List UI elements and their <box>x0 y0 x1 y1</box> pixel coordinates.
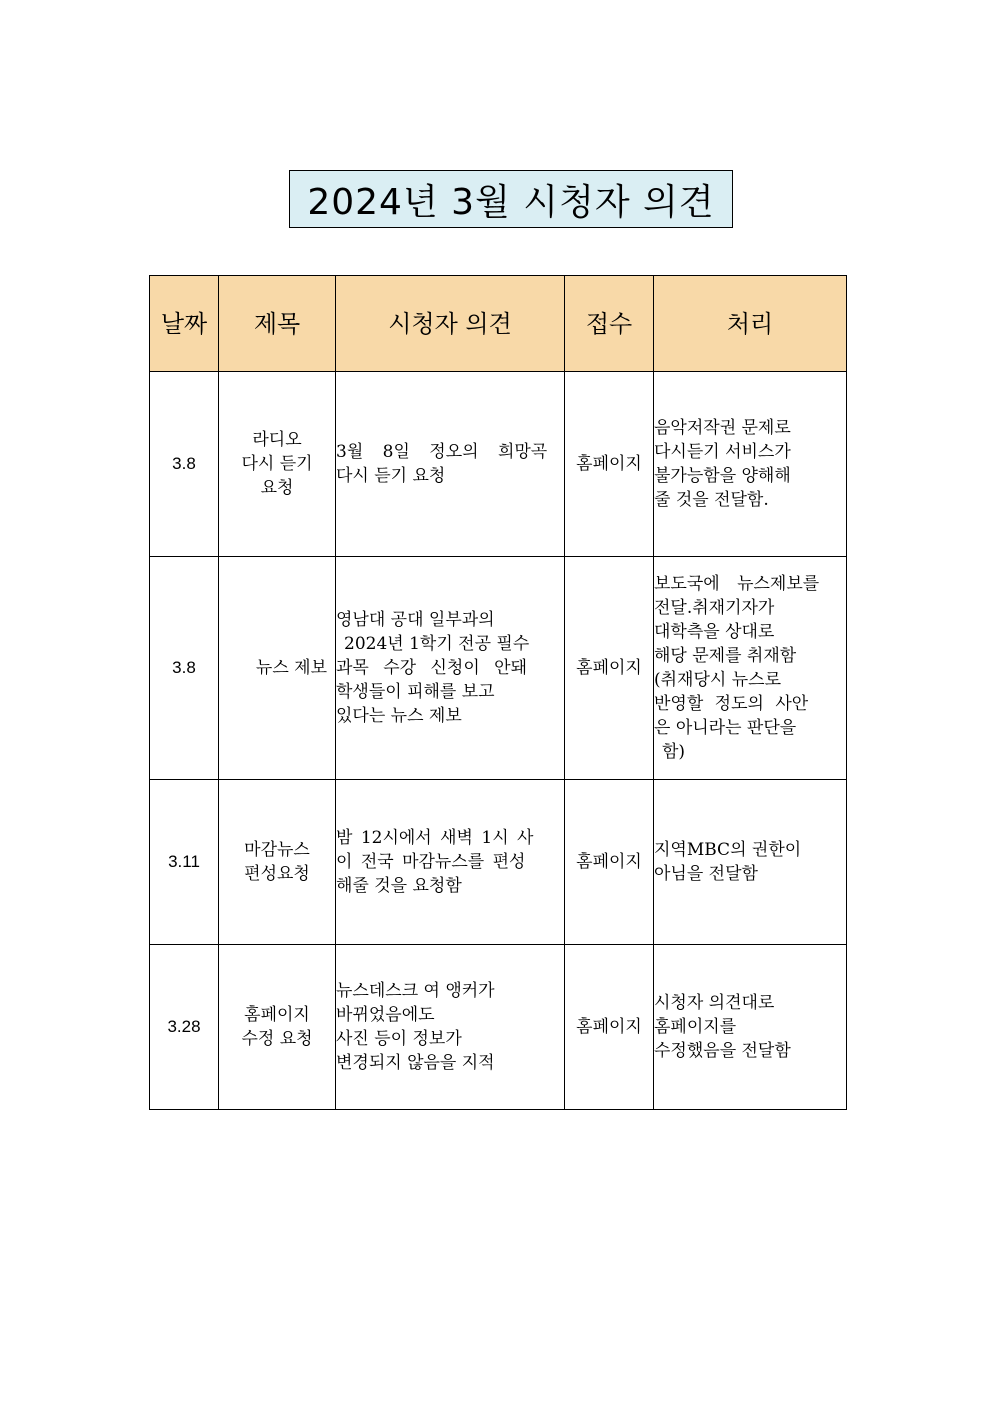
handling-line: 아님을 전달함 <box>654 864 758 884</box>
handling-line: 해당 문제를 취재함 <box>654 646 797 666</box>
opinion-line: 있다는 뉴스 제보 <box>336 706 462 726</box>
opinion-line: 해줄 것을 요청함 <box>336 876 462 896</box>
header-opinion: 시청자 의견 <box>336 276 565 372</box>
handling-line: 시청자 의견대로 <box>654 993 775 1013</box>
date-cell: 3.28 <box>150 945 219 1110</box>
subject-line: 뉴스 제보 <box>255 658 327 678</box>
handling-cell <box>654 557 847 780</box>
handling-line: 전달.취재기자가 <box>654 598 775 618</box>
subject-cell <box>219 780 336 945</box>
viewer-opinions-table <box>149 275 847 1110</box>
opinion-line: 이 전국 마감뉴스를 편성 <box>336 852 526 872</box>
date-cell: 3.11 <box>150 780 219 945</box>
opinion-line: 변경되지 않음을 지적 <box>336 1053 495 1073</box>
handling-line: 불가능함을 양해해 <box>654 466 791 486</box>
handling-line: 다시듣기 서비스가 <box>654 442 791 462</box>
opinion-line: 영남대 공대 일부과의 <box>336 610 495 630</box>
opinion-line: 학생들이 피해를 보고 <box>336 682 495 702</box>
channel-cell: 홈페이지 <box>565 372 654 557</box>
opinion-line: 밤 12시에서 새벽 1시 사 <box>336 828 534 848</box>
channel-cell: 홈페이지 <box>565 557 654 780</box>
handling-line: 지역MBC의 권한이 <box>654 840 802 860</box>
opinion-line: 다시 듣기 요청 <box>336 466 446 486</box>
opinion-cell <box>336 372 565 557</box>
header-handling: 처리 <box>654 276 847 372</box>
opinion-cell <box>336 945 565 1110</box>
subject-cell <box>219 557 336 780</box>
header-channel: 접수 <box>565 276 654 372</box>
subject-cell <box>219 372 336 557</box>
handling-line: (취재당시 뉴스로 <box>654 670 781 690</box>
opinion-cell <box>336 780 565 945</box>
opinion-line: 바뀌었음에도 <box>336 1005 435 1025</box>
channel-cell: 홈페이지 <box>565 945 654 1110</box>
handling-line: 은 아니라는 판단을 <box>654 718 797 738</box>
subject-line: 라디오 <box>252 430 302 450</box>
handling-line: 홈페이지를 <box>654 1017 737 1037</box>
subject-line: 마감뉴스 <box>244 840 310 860</box>
handling-line: 대학측을 상대로 <box>654 622 775 642</box>
handling-line: 반영할 정도의 사안 <box>654 694 809 714</box>
subject-line: 홈페이지 <box>244 1005 310 1025</box>
table-row <box>150 372 847 557</box>
handling-cell <box>654 372 847 557</box>
opinion-cell <box>336 557 565 780</box>
subject-line: 편성요청 <box>244 864 310 884</box>
table-header-row <box>150 276 847 372</box>
subject-line: 수정 요청 <box>241 1029 313 1049</box>
handling-cell <box>654 945 847 1110</box>
handling-cell <box>654 780 847 945</box>
channel-cell: 홈페이지 <box>565 780 654 945</box>
header-date: 날짜 <box>150 276 219 372</box>
header-subject: 제목 <box>219 276 336 372</box>
table-row <box>150 945 847 1110</box>
subject-line: 다시 듣기 <box>241 454 313 474</box>
subject-cell <box>219 945 336 1110</box>
opinion-line: 2024년 1학기 전공 필수 <box>344 634 530 654</box>
opinion-line: 과목 수강 신청이 안돼 <box>336 658 528 678</box>
date-cell: 3.8 <box>150 372 219 557</box>
handling-line: 음악저작권 문제로 <box>654 418 791 438</box>
opinion-line: 뉴스데스크 여 앵커가 <box>336 981 495 1001</box>
table-row <box>150 780 847 945</box>
subject-line: 요청 <box>260 478 294 498</box>
opinion-line: 사진 등이 정보가 <box>336 1029 462 1049</box>
handling-line: 보도국에 뉴스제보를 <box>654 574 820 594</box>
handling-line: 함) <box>662 742 686 762</box>
handling-line: 줄 것을 전달함. <box>654 490 769 510</box>
date-cell: 3.8 <box>150 557 219 780</box>
document-title: 2024년 3월 시청자 의견 <box>289 170 733 228</box>
table-row <box>150 557 847 780</box>
opinion-line: 3월 8일 정오의 희망곡 <box>336 442 548 462</box>
handling-line: 수정했음을 전달함 <box>654 1041 791 1061</box>
